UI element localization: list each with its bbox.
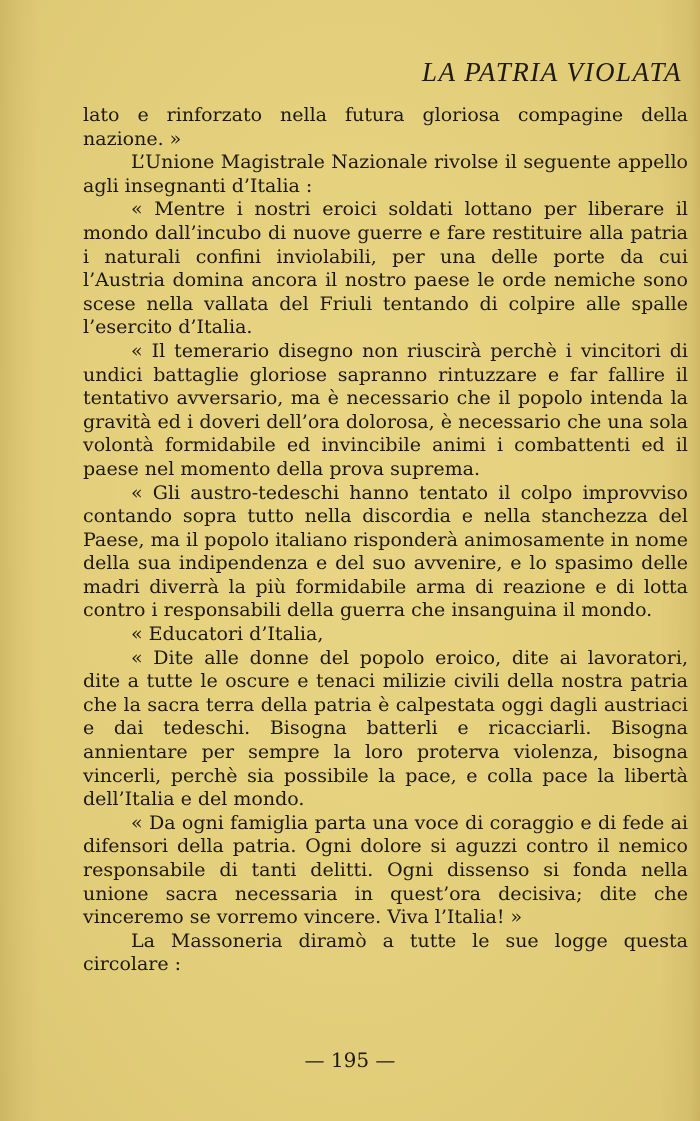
paragraph: « Dite alle donne del popolo eroico, dite ai lavoratori, dite a tutte le oscure e tenaci milizie civili della nostra patria che la sacra terra della patria è calpestata oggi dagli austriaci e dai tedeschi. Bisogna batterli e ricacciarli. Bisogna annientare per sempre la loro proterva violenza, bisogna vincerli, perchè sia possibile la pace, e colla pace la libertà dell’Italia e del mondo. xyxy=(83,646,688,811)
paragraph: lato e rinforzato nella futura gloriosa compagine della nazione. » xyxy=(83,104,688,150)
paragraph: La Massoneria diramò a tutte le sue logge questa circolare : xyxy=(83,929,688,976)
page-number: — 195 — xyxy=(304,1048,396,1072)
running-head: LA PATRIA VIOLATA xyxy=(421,57,682,87)
body-text xyxy=(83,104,688,977)
paragraph: « Gli austro-tedeschi hanno tentato il colpo improvviso contando sopra tutto nella discordia e nella stanchezza del Paese, ma il popolo italiano risponderà animosamente in nome della sua indipendenza e del suo avvenire, e lo spasimo delle madri diverrà la più formidabile arma di reazione e di lotta contro i responsabili della guerra che insanguina il mondo. xyxy=(83,481,688,622)
paragraph: « Il temerario disegno non riuscirà perchè i vincitori di undici battaglie gloriose sapranno rintuzzare e far fallire il tentativo avversario, ma è necessario che il popolo intenda la gravità ed i doveri dell’ora dolorosa, è necessario che una sola volontà formidabile ed invincibile animi i combattenti ed il paese nel momento della prova suprema. xyxy=(83,339,688,480)
paragraph: L’Unione Magistrale Nazionale rivolse il seguente appello agli insegnanti d’Italia : xyxy=(83,151,688,197)
paragraph: « Da ogni famiglia parta una voce di coraggio e di fede ai difensori della patria. Ogni dolore si aguzzi contro il nemico responsabile di tanti delitti. Ogni dissenso si fonda nella unione sacra necessaria in quest’ora decisiva; dite che vinceremo se vorremo vincere. Viva l’Italia! » xyxy=(83,811,688,929)
paragraph: « Educatori d’Italia, xyxy=(131,623,324,646)
paragraph: « Mentre i nostri eroici soldati lottano per liberare il mondo dall’incubo di nuove guerre e fare restituire alla patria i naturali confini inviolabili, per una delle porte da cui l’Austria domina ancora il nostro paese le orde nemiche sono scese nella vallata del Friuli tentando di colpire alle spalle l’esercito d’Italia. xyxy=(83,198,688,339)
